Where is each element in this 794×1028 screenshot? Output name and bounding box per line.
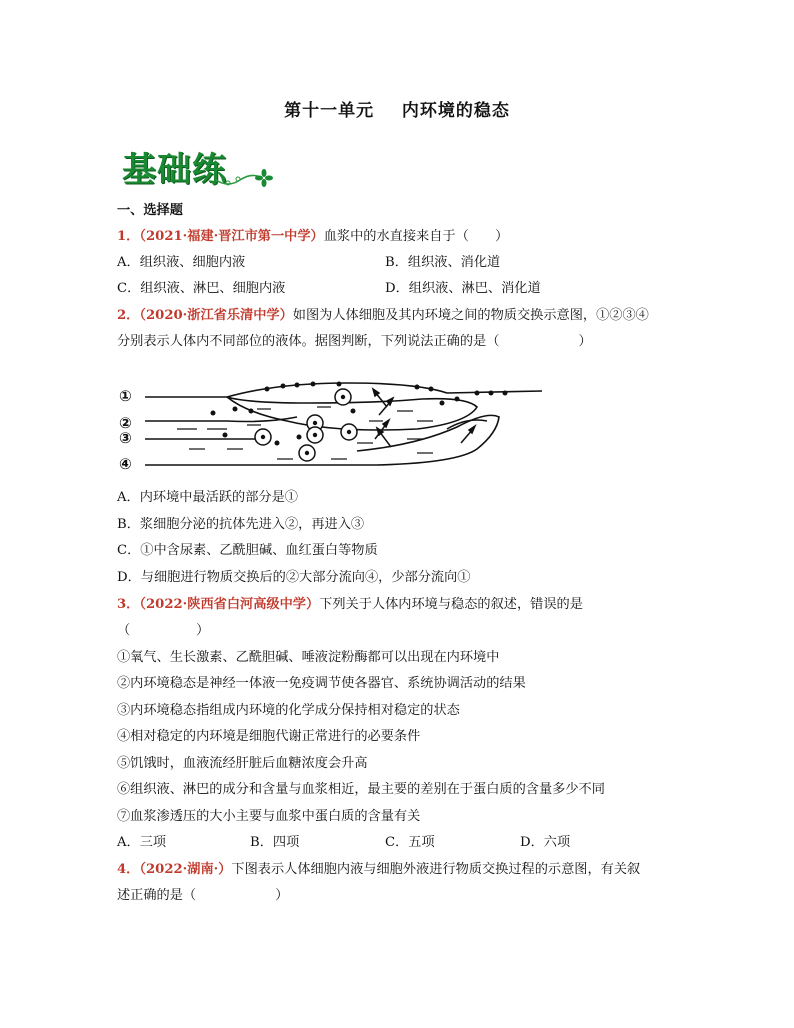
q3-statement-4: ④相对稳定的内环境是细胞代谢正常进行的必要条件 bbox=[117, 729, 421, 744]
question-number: 4． bbox=[117, 862, 140, 877]
question-text: 下图表示人体细胞内液与细胞外液进行物质交换过程的示意图，有关叙 bbox=[231, 862, 641, 877]
section-heading: 一、选择题 bbox=[117, 203, 183, 218]
question-text: 血浆中的水直接来自于（ ） bbox=[323, 229, 509, 244]
question-source: （2022·湖南·） bbox=[139, 862, 232, 877]
question-2-stem bbox=[117, 307, 649, 325]
q3-option-a: A．三项 bbox=[117, 835, 167, 850]
q3-option-c: C．五项 bbox=[385, 835, 435, 850]
q1-option-b: B．组织液、消化道 bbox=[385, 255, 501, 270]
question-source: （2020·浙江省乐清中学） bbox=[139, 308, 293, 323]
question-3-blank: （ ） bbox=[117, 623, 210, 638]
question-2-stem-cont: 分别表示人体内不同部位的液体。据图判断，下列说法正确的是（ ） bbox=[117, 334, 592, 349]
q3-option-b: B．四项 bbox=[250, 835, 300, 850]
q2-option-d: D．与细胞进行物质交换后的②大部分流向④，少部分流向① bbox=[117, 570, 471, 585]
question-text: 如图为人体细胞及其内环境之间的物质交换示意图，①②③④ bbox=[292, 308, 649, 323]
q1-option-c: C．组织液、淋巴、细胞内液 bbox=[117, 281, 286, 296]
question-3-stem bbox=[117, 596, 583, 614]
q3-statement-5: ⑤饥饿时，血液流经肝脏后血糖浓度会升高 bbox=[117, 756, 368, 771]
label-4: ④ bbox=[119, 455, 132, 473]
q2-option-b: B．浆细胞分泌的抗体先进入②，再进入③ bbox=[117, 517, 365, 532]
q3-statement-7: ⑦血浆渗透压的大小主要与血浆中蛋白质的含量有关 bbox=[117, 809, 421, 824]
question-4-stem bbox=[117, 861, 640, 879]
q3-option-d: D．六项 bbox=[520, 835, 571, 850]
question-source: （2021·福建·晋江市第一中学） bbox=[139, 229, 324, 244]
question-number: 1． bbox=[117, 229, 140, 244]
q1-option-d: D．组织液、淋巴、消化道 bbox=[385, 281, 541, 296]
question-text: 下列关于人体内环境与稳态的叙述，错误的是 bbox=[319, 597, 583, 612]
basic-practice-logo bbox=[118, 140, 278, 192]
q3-statement-6: ⑥组织液、淋巴的成分和含量与血浆相近，最主要的差别在于蛋白质的含量多少不同 bbox=[117, 782, 605, 797]
label-2: ② bbox=[119, 414, 132, 432]
q2-option-c: C．①中含尿素、乙酰胆碱、血红蛋白等物质 bbox=[117, 543, 378, 558]
page-title: 第十一单元 内环境的稳态 bbox=[284, 101, 510, 121]
question-number: 3． bbox=[117, 597, 140, 612]
question-1-stem bbox=[117, 228, 508, 246]
q2-option-a: A．内环境中最活跃的部分是① bbox=[117, 490, 298, 505]
vine-decoration-icon bbox=[214, 168, 274, 190]
question-4-stem-cont: 述正确的是（ ） bbox=[117, 888, 289, 903]
q3-statement-3: ③内环境稳态指组成内环境的化学成分保持相对稳定的状态 bbox=[117, 703, 460, 718]
logo-text: 基础练 bbox=[122, 150, 227, 190]
question-number: 2． bbox=[117, 308, 140, 323]
q3-statement-2: ②内环境稳态是神经一体液一免疫调节使各器官、系统协调活动的结果 bbox=[117, 676, 526, 691]
label-1: ① bbox=[119, 387, 132, 405]
label-3: ③ bbox=[119, 429, 132, 447]
question-source: （2022·陕西省白河高级中学） bbox=[139, 597, 320, 612]
body-fluid-exchange-diagram bbox=[117, 377, 547, 481]
q3-statement-1: ①氧气、生长激素、乙酰胆碱、唾液淀粉酶都可以出现在内环境中 bbox=[117, 650, 500, 665]
q1-option-a: A．组织液、细胞内液 bbox=[117, 255, 246, 270]
